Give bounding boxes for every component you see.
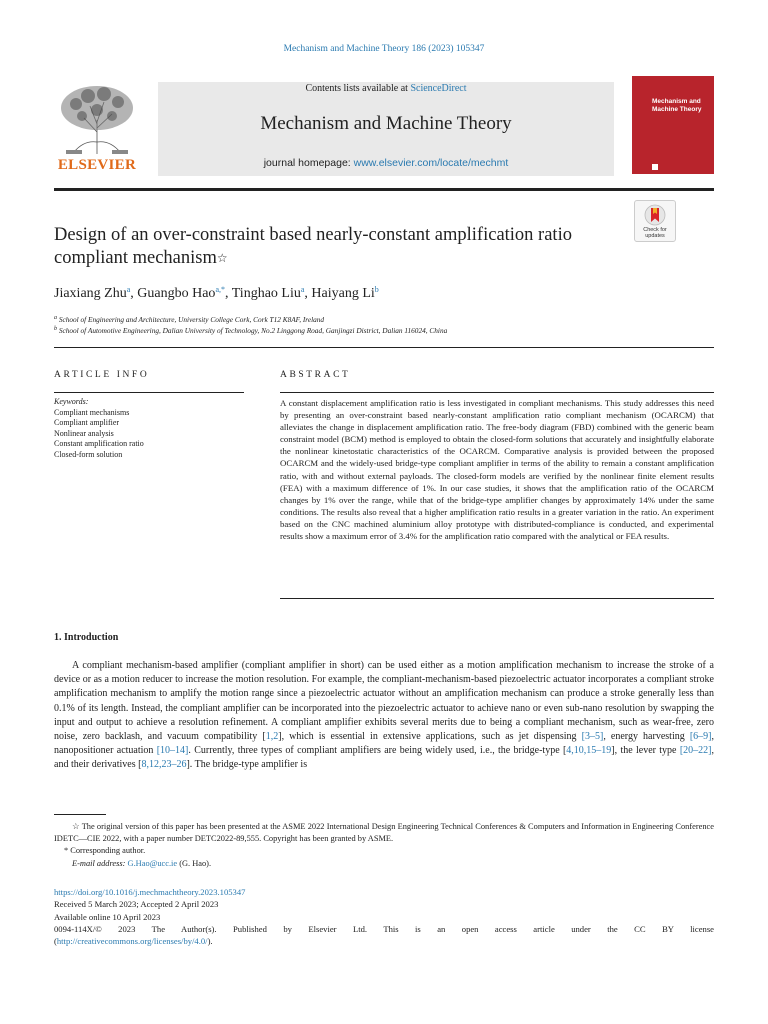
introduction-paragraph <box>54 659 714 773</box>
intro-text: ]. The bridge-type amplifier is <box>186 759 308 771</box>
footnote-email <box>54 858 714 870</box>
journal-masthead <box>158 82 614 176</box>
paper-title <box>54 224 624 270</box>
author-name: Tinghao Liu <box>231 286 301 301</box>
email-label: E-mail address: <box>72 858 126 868</box>
abstract-text: A constant displacement amplification ratio is less investigated in compliant mechanisms. This study addresses this need by presenting an over-constraint based nearly-constant amplification ratio compliant mechanism (OCARCM) that alleviates the change in displacement amplification ratio. The free-body diagram (FBD) combined with the generic beam constraint model (BCM) method is employed to obtain the closed-form solutions that accurately and insightfully elaborate the nonlinear kinetostatic characteristics of the OCARCM. Comparative analysis is provided between the proposed OCARCM and the widely-used bridge-type compliant amplifier in terms of the ability to remain a constant amplification ratio, with and without external payloads. The closed-form models are verified by the nonlinear finite element results (FEA) with a maximum difference of 1%. In our case studies, it shows that the amplification ratio of the OCARCM changes by 1% over the range, while that of the bridge-type amplifier changes by approximately 14% under the same conditions. The results also reveal that a higher amplification ratio results in a greater variation in the ratio. An experiment based on the CNC machined aluminium alloy prototype with distributed-compliance is conducted, and experimental results show a maximum error of 3.4% for the amplification ratio compared with the analytical or FEA results. <box>280 398 714 542</box>
intro-text: , and their derivatives [ <box>54 745 714 771</box>
email-suffix: (G. Hao). <box>179 858 212 868</box>
footnote-mark: * <box>64 846 69 856</box>
author-list: Jiaxiang Zhu$^a$, Guangbo Hao$^{a,*}$, Tinghao Liu$^a$, Haiyang Li$^b$ <box>54 285 379 301</box>
license-statement: 0094-114X/© 2023 The Author(s). Published by Elsevier Ltd. This is an open access article under the CC BY license <box>54 923 714 934</box>
citation-link[interactable]: [6–9] <box>689 731 712 743</box>
author-affil-link[interactable]: b <box>374 285 379 294</box>
intro-text: A compliant mechanism-based amplifier (compliant amplifier in short) can be used either as a motion amplification mechanism to increase the stroke of a device or as a motion reducer to increase the motion resolution. For example, the compliant-mechanism-based piezoelectric actuator incorporates a compliant stroke amplification mechanism to amplify the motion range since a piezoelectric actuator without an amplification mechanism can produce a stroke generally less than 0.1% of its length. Instead, the compliant amplifier can be incorporated into the piezoelectric actuator to achieve nano or even sub-nano resolution by swapping the input and output to achieve a resolution refinement. A compliant amplifier exhibits several merits due to being a compliant mechanism, such as wear-free, zero noise, zero backlash, and vacuum compatibility [ <box>54 660 714 743</box>
citation-link[interactable]: 8,12,23–26 <box>141 759 187 771</box>
cc-license-link[interactable]: http://creativecommons.org/licenses/by/4.0/ <box>56 936 208 947</box>
intro-text: . Currently, three types of compliant amplifiers are being widely used, i.e., the bridge-type [ <box>188 745 567 757</box>
keywords-label: Keywords: <box>54 397 89 406</box>
article-info-rule <box>54 392 244 393</box>
journal-citation[interactable]: Mechanism and Machine Theory 186 (2023) 105347 <box>283 44 485 54</box>
bookmark-icon <box>644 204 666 226</box>
affiliation-text: School of Automotive Engineering, Dalian University of Technology, No.2 Linggong Road, Ganjingzi District, Dalian 116024, China <box>58 326 448 335</box>
footnote-text: Corresponding author. <box>70 846 146 856</box>
citation-link[interactable]: [20–22] <box>679 745 712 757</box>
footnotes <box>54 821 714 870</box>
title-text: Design of an over-constraint based nearly-constant amplification ratio compliant mechanism <box>54 225 572 268</box>
keyword: Compliant amplifier <box>54 418 120 427</box>
footnote-mark: ☆ <box>72 822 80 831</box>
keyword: Compliant mechanisms <box>54 407 130 417</box>
affiliation-mark: a <box>54 315 57 321</box>
author-affil-link[interactable]: a <box>126 285 131 294</box>
homepage-line <box>158 157 614 169</box>
keyword: Closed-form solution <box>54 449 123 459</box>
check-for-updates-badge[interactable] <box>634 200 676 242</box>
intro-text: , energy harvesting <box>603 731 690 743</box>
footnote-rule <box>54 814 106 815</box>
check-for-updates-label: Check for updates <box>643 227 667 239</box>
intro-text: , nanopositioner actuation <box>54 731 715 757</box>
author-name: Haiyang Li <box>311 286 375 301</box>
contents-line <box>158 83 614 94</box>
elsevier-logo[interactable] <box>54 82 140 174</box>
cover-title: Mechanism and Machine Theory <box>652 98 702 113</box>
citation-link[interactable]: 4,10,15–19 <box>566 745 612 757</box>
doi-link[interactable]: https://doi.org/10.1016/j.mechmachtheory.2023.105347 <box>54 887 246 897</box>
author-name: Jiaxiang Zhu <box>54 286 127 301</box>
publication-info <box>54 886 714 947</box>
section-rule <box>54 347 714 348</box>
header-rule <box>54 188 714 191</box>
affiliation <box>54 325 714 336</box>
elsevier-wordmark: ELSEVIER <box>57 157 137 173</box>
affiliation <box>54 314 714 325</box>
abstract-rule <box>280 392 714 393</box>
intro-text: ], which is essential in extensive applications, such as jet dispensing <box>278 731 582 743</box>
footnote-star <box>54 821 714 845</box>
abstract-heading: ABSTRACT <box>280 370 351 380</box>
keyword: Constant amplification ratio <box>54 439 144 448</box>
contents-prefix: Contents lists available at <box>305 83 411 94</box>
journal-cover[interactable] <box>632 76 714 174</box>
article-info-heading: ARTICLE INFO <box>54 370 150 380</box>
affiliations <box>54 314 714 336</box>
elsevier-tree-icon <box>54 82 140 156</box>
citation-link[interactable]: [10–14] <box>156 745 189 757</box>
cover-logo-mark <box>652 164 658 170</box>
citation-link[interactable]: 1,2 <box>265 731 279 743</box>
available-online: Available online 10 April 2023 <box>54 911 161 922</box>
journal-homepage-link[interactable]: www.elsevier.com/locate/mechmt <box>353 157 509 169</box>
received-dates: Received 5 March 2023; Accepted 2 April 2023 <box>54 899 219 910</box>
paren-open: ( <box>54 936 57 947</box>
author-affil-link[interactable]: a,* <box>215 285 225 294</box>
sciencedirect-link[interactable]: ScienceDirect <box>410 83 467 94</box>
paren-close: ). <box>207 936 213 947</box>
introduction-heading: 1. Introduction <box>54 632 119 643</box>
license-link-line <box>54 935 714 947</box>
title-footnote-star[interactable]: ☆ <box>216 251 228 265</box>
homepage-prefix: journal homepage: <box>263 157 354 169</box>
footnote-corresponding <box>54 845 714 857</box>
footnote-text: The original version of this paper has been presented at the ASME 2022 International Design Engineering Technical Conferences & Computers and Information in Engineering Conference IDETC—CIE 2022, with a paper number DETC2022-89,555. Copyright has been granted by ASME. <box>54 822 714 844</box>
affiliation-mark: b <box>54 326 57 332</box>
citation-link[interactable]: [3–5] <box>581 731 604 743</box>
author-affil-link[interactable]: a <box>300 285 305 294</box>
abstract-bottom-rule <box>280 598 714 599</box>
author-name: Guangbo Hao <box>137 286 216 301</box>
journal-title: Mechanism and Machine Theory <box>260 113 512 134</box>
intro-text: ], the lever type <box>611 745 680 757</box>
keywords-block <box>54 397 254 460</box>
keyword: Nonlinear analysis <box>54 428 114 438</box>
affiliation-text: School of Engineering and Architecture, University College Cork, Cork T12 K8AF, Ireland <box>58 315 325 324</box>
email-link[interactable]: G.Hao@ucc.ie <box>127 858 178 868</box>
